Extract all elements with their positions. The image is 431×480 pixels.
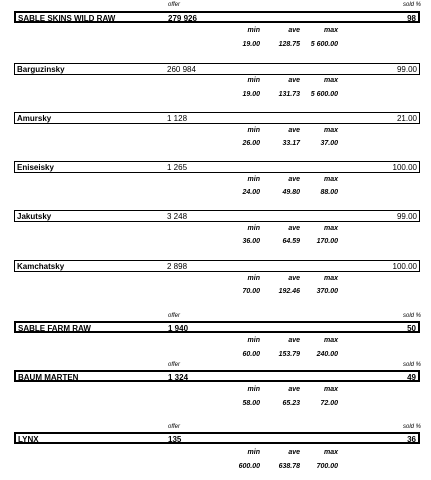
min-label: min bbox=[247, 449, 260, 456]
section-name: SABLE SKINS WILD RAW bbox=[18, 14, 116, 23]
min-label: min bbox=[247, 275, 260, 282]
section-row bbox=[14, 11, 420, 23]
section-name: LYNX bbox=[18, 435, 39, 444]
max-value: 370.00 bbox=[316, 288, 338, 295]
section-row bbox=[14, 321, 420, 333]
max-value: 72.00 bbox=[320, 400, 338, 407]
max-value: 240.00 bbox=[316, 351, 338, 358]
sold-value: 99.00 bbox=[396, 212, 417, 221]
ave-value: 33.17 bbox=[282, 140, 300, 147]
min-label: min bbox=[247, 225, 260, 232]
min-value: 19.00 bbox=[242, 41, 260, 48]
ave-value: 49.80 bbox=[282, 189, 300, 196]
max-value: 5 600.00 bbox=[310, 91, 338, 98]
ave-value: 65.23 bbox=[282, 400, 300, 407]
section-name: Amursky bbox=[17, 114, 52, 123]
sold-value: 50 bbox=[407, 324, 416, 333]
offer-value: 1 265 bbox=[167, 163, 188, 172]
ave-label: ave bbox=[288, 27, 300, 34]
ave-label: ave bbox=[288, 337, 300, 344]
max-label: max bbox=[323, 275, 338, 282]
offer-header: offer bbox=[168, 424, 181, 430]
section-name: Kamchatsky bbox=[17, 262, 65, 271]
sold-header: sold % bbox=[402, 2, 421, 8]
sold-header: sold % bbox=[402, 362, 421, 368]
min-value: 600.00 bbox=[238, 463, 260, 470]
sold-value: 100.00 bbox=[392, 163, 417, 172]
section-name: BAUM MARTEN bbox=[18, 373, 79, 382]
min-label: min bbox=[247, 176, 260, 183]
offer-header: offer bbox=[168, 2, 181, 8]
offer-value: 1 128 bbox=[167, 114, 188, 123]
ave-label: ave bbox=[288, 176, 300, 183]
ave-label: ave bbox=[288, 386, 300, 393]
max-label: max bbox=[323, 337, 338, 344]
max-label: max bbox=[323, 176, 338, 183]
max-label: max bbox=[323, 27, 338, 34]
section-name: Jakutsky bbox=[17, 212, 52, 221]
min-value: 58.00 bbox=[242, 400, 260, 407]
sold-value: 100.00 bbox=[392, 262, 417, 271]
offer-value: 279 926 bbox=[168, 14, 197, 23]
min-value: 70.00 bbox=[242, 288, 260, 295]
ave-label: ave bbox=[288, 127, 300, 134]
min-value: 19.00 bbox=[242, 91, 260, 98]
section-row bbox=[14, 260, 420, 272]
offer-value: 2 898 bbox=[167, 262, 188, 271]
sold-header: sold % bbox=[402, 313, 421, 319]
offer-header: offer bbox=[168, 362, 181, 368]
min-value: 60.00 bbox=[242, 351, 260, 358]
min-label: min bbox=[247, 127, 260, 134]
section-name: Eniseisky bbox=[17, 163, 54, 172]
section-row bbox=[14, 63, 420, 75]
sold-value: 49 bbox=[407, 373, 416, 382]
ave-label: ave bbox=[288, 77, 300, 84]
offer-value: 3 248 bbox=[167, 212, 188, 221]
section-name: SABLE FARM RAW bbox=[18, 324, 91, 333]
max-value: 5 600.00 bbox=[310, 41, 338, 48]
max-value: 88.00 bbox=[320, 189, 338, 196]
max-value: 170.00 bbox=[316, 238, 338, 245]
max-value: 37.00 bbox=[320, 140, 338, 147]
max-label: max bbox=[323, 386, 338, 393]
sold-value: 36 bbox=[407, 435, 416, 444]
max-label: max bbox=[323, 77, 338, 84]
offer-value: 135 bbox=[168, 435, 182, 444]
ave-value: 153.79 bbox=[278, 351, 300, 358]
ave-value: 128.75 bbox=[278, 41, 300, 48]
sold-value: 21.00 bbox=[396, 114, 417, 123]
max-label: max bbox=[323, 449, 338, 456]
sold-header: sold % bbox=[402, 424, 421, 430]
ave-value: 64.59 bbox=[282, 238, 300, 245]
ave-value: 192.46 bbox=[278, 288, 300, 295]
min-value: 36.00 bbox=[242, 238, 260, 245]
min-label: min bbox=[247, 27, 260, 34]
min-label: min bbox=[247, 77, 260, 84]
offer-value: 1 940 bbox=[168, 324, 189, 333]
offer-value: 260 984 bbox=[167, 65, 196, 74]
section-row bbox=[14, 432, 420, 444]
offer-value: 1 324 bbox=[168, 373, 189, 382]
ave-value: 131.73 bbox=[278, 91, 300, 98]
min-label: min bbox=[247, 386, 260, 393]
min-label: min bbox=[247, 337, 260, 344]
offer-header: offer bbox=[168, 313, 181, 319]
max-label: max bbox=[323, 127, 338, 134]
ave-label: ave bbox=[288, 275, 300, 282]
ave-label: ave bbox=[288, 449, 300, 456]
section-row bbox=[14, 161, 420, 173]
section-name: Barguzinsky bbox=[17, 65, 65, 74]
section-row bbox=[14, 112, 420, 124]
min-value: 24.00 bbox=[242, 189, 260, 196]
ave-label: ave bbox=[288, 225, 300, 232]
min-value: 26.00 bbox=[242, 140, 260, 147]
sold-value: 98 bbox=[407, 14, 416, 23]
max-label: max bbox=[323, 225, 338, 232]
max-value: 700.00 bbox=[316, 463, 338, 470]
ave-value: 638.78 bbox=[278, 463, 300, 470]
sold-value: 99.00 bbox=[396, 65, 417, 74]
section-row bbox=[14, 370, 420, 382]
section-row bbox=[14, 210, 420, 222]
